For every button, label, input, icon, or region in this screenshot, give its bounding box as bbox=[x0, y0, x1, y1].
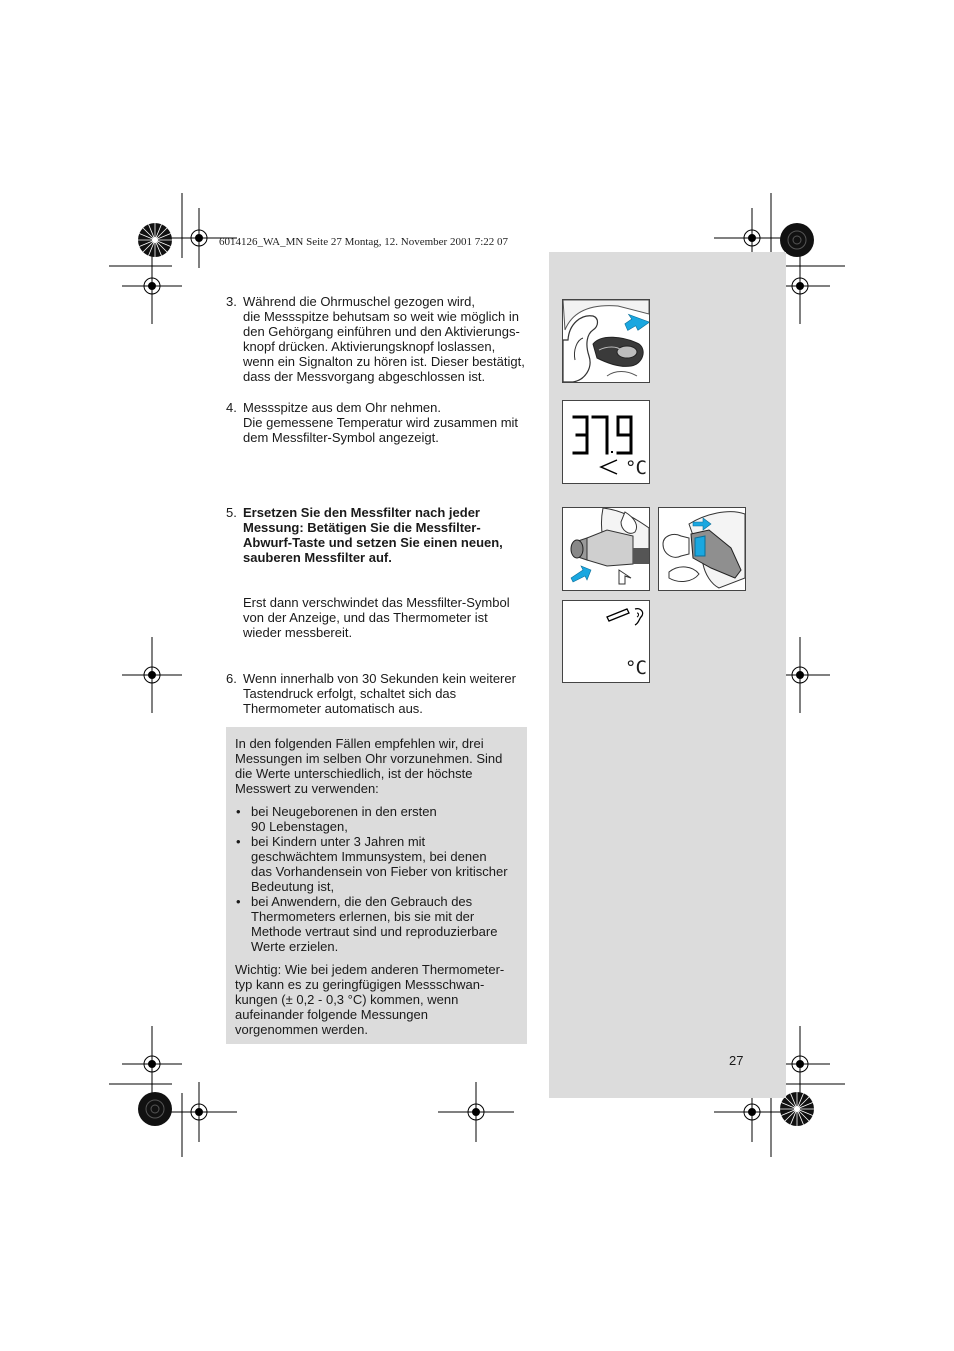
slug-line: 6014126_WA_MN Seite 27 Montag, 12. November 2001 7:22 07 bbox=[219, 236, 509, 248]
text-line: den Gehörgang einführen und den Aktivierungs- bbox=[243, 324, 520, 339]
step-text bbox=[243, 671, 533, 716]
unit-label: °C bbox=[625, 657, 646, 679]
step-6 bbox=[226, 671, 536, 717]
text-line: bei Kindern unter 3 Jahren mit bbox=[251, 834, 426, 849]
text-line: die Werte unterschiedlich, ist der höchste bbox=[235, 766, 473, 781]
text-line: Während die Ohrmuschel gezogen wird, bbox=[243, 294, 475, 309]
step-text bbox=[243, 505, 533, 640]
lcd-display-reading bbox=[562, 400, 650, 484]
list-item bbox=[235, 804, 518, 834]
text-line: Methode vertraut sind und reproduzierbare bbox=[251, 924, 498, 939]
probe-filter-ear-icon bbox=[605, 605, 645, 627]
text-line: bei Anwendern, die den Gebrauch des bbox=[251, 894, 473, 909]
step-number: 5. bbox=[226, 505, 237, 520]
text-line: vorgenommen werden. bbox=[235, 1022, 368, 1037]
step-number: 6. bbox=[226, 671, 237, 686]
step-4 bbox=[226, 400, 536, 446]
text-line: Erst dann verschwindet das Messfilter-Symbol bbox=[243, 595, 510, 610]
text-line: wieder messbereit. bbox=[243, 625, 353, 640]
text-line: Messwert zu verwenden: bbox=[235, 781, 379, 796]
text-line: Ersetzen Sie den Messfilter nach jeder bbox=[243, 505, 480, 520]
text-line: Die gemessene Temperatur wird zusammen mit bbox=[243, 415, 519, 430]
text-line: dem Messfilter-Symbol angezeigt. bbox=[243, 430, 439, 445]
text-line: Thermometer automatisch aus. bbox=[243, 701, 423, 716]
ear-measurement-illustration bbox=[562, 299, 650, 383]
text-line: Thermometers erlernen, bis sie mit der bbox=[251, 909, 475, 924]
text-line: Tastendruck erfolgt, schaltet sich das bbox=[243, 686, 457, 701]
text-line: Wenn innerhalb von 30 Sekunden kein weiterer bbox=[243, 671, 516, 686]
text-line: dass der Messvorgang abgeschlossen ist. bbox=[243, 369, 486, 384]
text-line: Messungen im selben Ohr vorzunehmen. Sind bbox=[235, 751, 503, 766]
step-3 bbox=[226, 294, 536, 386]
text-line: Wichtig: Wie bei jedem anderen Thermometer- bbox=[235, 962, 505, 977]
text-line: von der Anzeige, und das Thermometer ist bbox=[243, 610, 488, 625]
text-line: 90 Lebenstagen, bbox=[251, 819, 348, 834]
text-line: sauberen Messfilter auf. bbox=[243, 550, 392, 565]
text-line: typ kann es zu geringfügigen Messschwan- bbox=[235, 977, 485, 992]
text-line: geschwächtem Immunsystem, bei denen bbox=[251, 849, 487, 864]
temperature-reading bbox=[571, 413, 647, 453]
text-line: das Vorhandensein von Fieber von kritischer bbox=[251, 864, 508, 879]
seven-segment-digits bbox=[571, 413, 647, 457]
bullet-list bbox=[235, 804, 518, 954]
text-line: Abwurf-Taste und setzen Sie einen neuen, bbox=[243, 535, 503, 550]
step-5 bbox=[226, 505, 536, 645]
step-number: 4. bbox=[226, 400, 237, 415]
text-line: aufeinander folgende Messungen bbox=[235, 1007, 428, 1022]
reading-text bbox=[563, 401, 565, 402]
new-filter-illustration bbox=[658, 507, 746, 591]
text-line: die Messspitze behutsam so weit wie möglich in bbox=[243, 309, 520, 324]
step-number: 3. bbox=[226, 294, 237, 309]
list-item bbox=[235, 834, 518, 894]
probe-cover-symbol bbox=[599, 459, 619, 475]
page-number: 27 bbox=[729, 1053, 744, 1068]
step-text bbox=[243, 400, 533, 445]
text-line: bei Neugeborenen in den ersten bbox=[251, 804, 437, 819]
text-line: Messung: Betätigen Sie die Messfilter- bbox=[243, 520, 481, 535]
text-line: Bedeutung ist, bbox=[251, 879, 335, 894]
text-line: In den folgenden Fällen empfehlen wir, drei bbox=[235, 736, 484, 751]
step-text bbox=[243, 294, 533, 384]
unit-label: °C bbox=[625, 457, 646, 479]
list-item bbox=[235, 894, 518, 954]
info-box bbox=[226, 727, 527, 1044]
text-line: wenn ein Signalton zu hören ist. Dieser bestätigt, bbox=[243, 354, 525, 369]
text-line: Messspitze aus dem Ohr nehmen. bbox=[243, 400, 441, 415]
lcd-display-ready bbox=[562, 600, 650, 683]
text-line: Werte erzielen. bbox=[251, 939, 339, 954]
text-line: knopf drücken. Aktivierungsknopf loslassen, bbox=[243, 339, 496, 354]
filter-eject-illustration bbox=[562, 507, 650, 591]
text-line: kungen (± 0,2 - 0,3 °C) kommen, wenn bbox=[235, 992, 459, 1007]
